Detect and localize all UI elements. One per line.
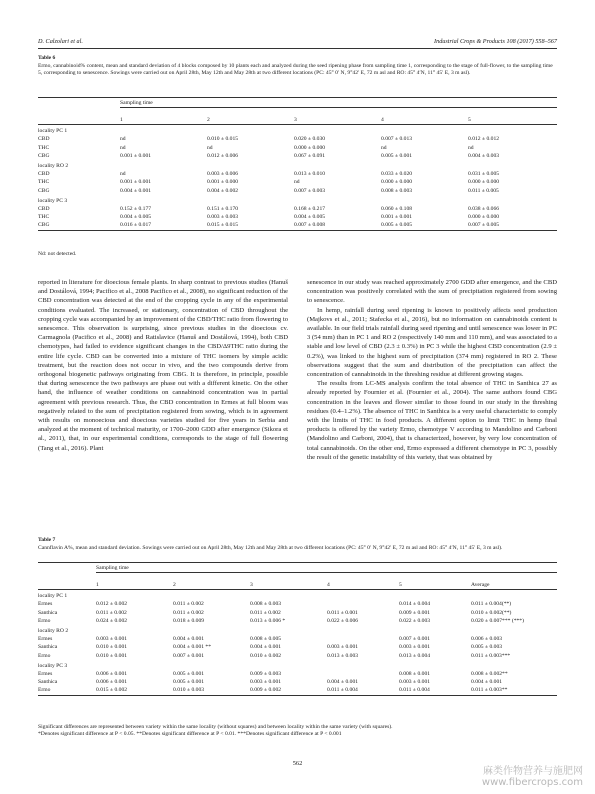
table-group-row [38,590,557,600]
table-cell: nd [381,144,387,151]
table-cell: 0.010 ± 0.001 [96,644,128,651]
table-cell: 0.024 ± 0.002 [96,617,128,624]
table7-top-rule [38,562,557,563]
table-row [38,135,557,143]
table-cell: 0.016 ± 0.017 [120,222,152,229]
table-cell: 0.007 ± 0.001 [399,636,431,643]
table-cell: 0.011 ± 0.002 [250,609,281,616]
table-group-label: locality PC 3 [38,197,68,204]
table-row-label: Ermes [38,636,53,643]
table-cell: 0.006 ± 0.003 [471,636,503,643]
table-cell: 0.003 ± 0.001 [327,644,359,651]
table-cell: nd [120,144,126,151]
table-sampling-header: Sampling time [120,100,153,106]
table-cell: 0.001 ± 0.001 [120,152,152,159]
table-group-row [38,625,557,635]
body-paragraph: The results from LC-MS analysis confirm the total absence of THC in Santhica 27 as already reported by Fournier et al. (Fournier et al., 2004). The same authors found CBG concentration in the leaves and flower similar to those found in our study in the threshing residues (0.4–1.2%). The absence of THC in Santhica is a very useful characteristic to comply with the limits of THC in food products. A different option to limit THC in hemp final products is offered by the variety Ermo, chemotype V according to Mandolino and Carboni (Mandolino and Carboni, 2004), that is characterized, however, by very low concentration of total cannabinoids. On the other end, Ermo expressed a different chemotype in PC 3, possibly the result of the genetic instability of this variety, that was obtained by [307,380,557,461]
table-row [38,144,557,152]
table-row [38,686,557,695]
table-rule [38,230,557,231]
table-cell: 0.013 ± 0.003 [327,652,359,659]
table-cell [327,600,399,608]
table7-note-2: *Denotes significant difference at P < 0.05. **Denotes significant difference at P < 0.01. ***Denotes significant difference at P < 0.001 [38,731,342,738]
table-row-label: CBD [38,136,50,143]
table-group-label: locality PC 3 [38,662,68,669]
table6 [38,99,557,231]
body-paragraph: senescence in our study was reached approximately 2700 GDD after emergence, and the CBD concentration was positively correlated with the sum of precipitation registered from sowing to senescence. [307,279,557,305]
table-column-header: 3 [250,581,253,588]
table-column-header: 1 [96,581,99,588]
table-cell: 0.031 ± 0.005 [468,171,500,178]
table-cell: 0.000 ± 0.000 [468,179,500,186]
table-cell: 0.011 ± 0.001 [327,609,358,616]
table-cell: 0.013 ± 0.006 * [250,617,286,624]
watermark-line-2: www.fibercrops.com [481,777,583,788]
table-cell: nd [120,136,126,143]
table-row [38,213,557,221]
table-group-label: locality RO 2 [38,627,69,634]
body-column-right [307,278,557,462]
table-cell: 0.022 ± 0.006 [327,617,359,624]
table-cell: 0.004 ± 0.005 [294,214,326,221]
table-row-label: CBD [38,171,50,178]
table-row [38,152,557,160]
table-group-label: locality PC 1 [38,128,68,135]
page-number: 562 [292,760,303,767]
table-row-label: CBG [38,222,50,229]
table-subrule-row [38,573,557,581]
table-cell: 0.011 ± 0.004 [327,687,358,694]
table-row-label: Ermo [38,687,51,694]
table-cell: 0.001 ± 0.000 [207,179,239,186]
table-cell: 0.011 ± 0.003*** [471,652,511,659]
table-cell: 0.005 ± 0.001 [173,670,205,677]
table-cell: 0.009 ± 0.001 [399,609,431,616]
table-column-header: 3 [294,116,297,123]
table-cell: 0.000 ± 0.000 [294,144,326,151]
table-cell: 0.005 ± 0.005 [381,222,413,229]
table-cell: 0.004 ± 0.001 ** [173,644,212,651]
table7-note-1: Significant differences are represented between variety within the same locality (without squares) and between locality within the same variety (with squares). [38,724,393,730]
table-column-header-blank [38,581,96,590]
table-cell: 0.011 ± 0.002 [173,601,204,608]
table-cell: 0.012 ± 0.012 [468,136,500,143]
table-subrule-gap [38,573,96,581]
table-corner-cell [38,99,120,108]
table6-top-rule [38,97,557,98]
table-row [38,170,557,178]
header-rule [38,48,557,49]
table-cell: 0.004 ± 0.002 [207,187,239,194]
table-cell: 0.008 ± 0.005 [250,636,282,643]
table-sampling-header-row [38,564,557,573]
running-header [38,38,557,45]
table-cell: 0.011 ± 0.002 [173,609,204,616]
table-row-label: Ermo [38,652,51,659]
table-cell: 0.008 ± 0.002** [471,670,508,677]
table7-caption-text: Cannflavin A%, mean and standard deviation. Sowings were carried out on April 28th, May 12th and May 28th at two different locations (PC: 45° 0′ N, 9°42′ E, 72 m asl and RO: 45° 4′N, 11° 45′ E, 3 m asl). [38,544,503,551]
table-sampling-header-row [38,99,557,108]
table-column-header: 4 [381,116,384,123]
table-cell: nd [207,144,213,151]
table-group-row [38,160,557,170]
body-column-left [38,278,288,453]
table-cell: 0.004 ± 0.001 [471,679,503,686]
table7 [38,564,557,696]
table-subrule-row [38,108,557,116]
header-journal: Industrial Crops & Products 108 (2017) 558–567 [434,38,557,45]
table-cell: 0.004 ± 0.003 [468,152,500,159]
table-cell: 0.003 ± 0.001 [399,679,431,686]
table-rule-row [38,695,557,696]
table-cell [327,635,399,643]
table-row-label: Santhica [38,609,58,616]
table-cell: 0.007 ± 0.008 [294,222,326,229]
table-cell: 0.011 ± 0.004 [399,687,430,694]
table-row [38,670,557,678]
table-cell: 0.011 ± 0.005 [468,187,499,194]
table-group-row [38,195,557,205]
table-subrule-gap [38,108,120,116]
table-cell: 0.004 ± 0.005 [120,214,152,221]
table-cell: 0.010 ± 0.002 [250,652,282,659]
table-cell: 0.011 ± 0.004(**) [471,601,512,608]
table-cell: 0.020 ± 0.007*** (***) [471,617,524,624]
table-row [38,205,557,213]
table-cell: 0.007 ± 0.003 [294,187,326,194]
table-cell: 0.003 ± 0.001 [250,679,282,686]
table-row-label: Ermo [38,617,51,624]
table6-caption [38,55,557,78]
table-cell: 0.152 ± 0.177 [120,205,152,212]
table-row-label: Santhica [38,679,58,686]
table-cell: 0.003 ± 0.003 [207,214,239,221]
table-cell: 0.010 ± 0.003 [173,687,205,694]
body-paragraph: In hemp, rainfall during seed ripening is known to positively affects seed production (Majkovs et al., 2011; Stafecka et al., 2016), but no information on cannabinoids content is available. In our field trials rainfall during seed ripening and until senescence was lower in PC 3 (54 mm) than in PC 1 and RO 2 (respectively 140 mm and 110 mm), and was associated to a stable and low level of CBD (2.3 ± 0.3%) in PC 3 while the highest CBD concentration (2.9 ± 0.2%), was linked to the highest sum of precipitation (374 mm) registered in RO 2. These observations suggest that the sum and distribution of the precipitation can affect the concentration of cannabinoids in the threshing residue at different growing stages. [307,306,557,379]
table-subrule [96,573,557,581]
table-row [38,617,557,625]
table-cell: 0.015 ± 0.002 [96,687,128,694]
table-rule [38,695,557,696]
table-row-label: THC [38,179,50,186]
table-row-label: Ermes [38,670,53,677]
table-cell: 0.067 ± 0.091 [294,152,326,159]
table-column-header: 2 [173,581,176,588]
table-row [38,652,557,660]
table-row [38,609,557,617]
table6-caption-text: Ermo, cannabinoid% content, mean and standard deviation of 4 blocks composed by 10 plants each and analyzed during the seed ripening phase from sampling time 1, corresponding to the stage of full-flower, to the sampling time 5, corresponding to senescence. Sowings were carried out on April 28th, May 12th and May 28th at two different locations (PC: 45° 0′ N, 9°42′ E, 72 m asl and RO: 45° 4′N, 11° 45′ E, 3 m asl). [38,62,553,77]
table-cell: 0.005 ± 0.003 [471,644,503,651]
table-cell: 0.004 ± 0.001 [250,644,282,651]
table-cell: 0.004 ± 0.001 [120,187,152,194]
table-cell: 0.006 ± 0.001 [96,679,128,686]
table-rule-row [38,230,557,231]
table-row-label: CBG [38,152,50,159]
table-cell: 0.022 ± 0.003 [399,617,431,624]
table-cell: 0.013 ± 0.004 [399,652,431,659]
table-cell: 0.033 ± 0.020 [381,171,413,178]
table-group-label: locality PC 1 [38,593,68,600]
table6-note: Nd: not detected. [38,251,77,257]
table-cell: 0.004 ± 0.001 [173,636,205,643]
table-column-header: 5 [468,116,471,123]
table-column-header-blank [38,116,120,125]
table-cell: 0.010 ± 0.002(**) [471,609,512,616]
table-cell: 0.001 ± 0.001 [381,214,413,221]
table-cell: 0.010 ± 0.001 [96,652,128,659]
table-row [38,178,557,186]
table-column-header: 2 [207,116,210,123]
table-cell: nd [468,144,474,151]
table-cell: 0.013 ± 0.010 [294,171,326,178]
header-authors: D. Calzolari et al. [38,38,83,45]
body-paragraph: reported in literature for dioecious female plants. In sharp contrast to previous studies (Hanuš and Dostálová, 1994; Pacifico et al., 2008 Pacifico et al., 2008), no significant reduction of the CBD concentration was detected at the end of the cropping cycle in any of the experimental conditions evaluated. The increased, or stationary, concentration of CBD throughout the cropping cycle was accompanied by an improvement of the CBD/THC ratio from flowering to senescence. This observation is surprising, since previous studies in the dioecious cv. Carmagnola (Pacifico et al., 2008) and Ratislavice (Hanuš and Dostálová, 1994), both CBD chemotypes, had failed to evidence significant changes in the CBD/Δ9THC ratio during the entire life cycle. CBD can be converted into a mixture of THC isomers by simple acidic treatment, but the reaction does not occur in vivo, and the two compounds derive from orthogonal biogenetic pathways originating from CBG. It is therefore, in principle, possible that during senescence the two pathways are phase out with a different kinetic. On the other hand, the influence of weather conditions on cannabinoid concentration was in partial agreement with previous research. Thus, the CBD concentration in Ermes at full bloom was negatively related to the sum of precipitation registered from sowing, which is in agreement with results on monoecious and dioecious varieties studied for five years in Serbia and analyzed at the moment of technical maturity, or 1700–2000 GDD after emergence (Sikora et al., 2011), that, in our experimental conditions, corresponds to the stage of full flowering (Tang et al., 2016). Plant [38,279,288,452]
table6-label: Table 6 [38,55,56,61]
table-row-label: Ermes [38,601,53,608]
table-cell: 0.003 ± 0.006 [207,171,239,178]
table-row [38,635,557,643]
table7-caption [38,537,557,552]
table-cell: 0.012 ± 0.002 [96,601,128,608]
table-column-header: 5 [399,581,402,588]
table-cell: 0.000 ± 0.000 [381,179,413,186]
table-group-row [38,125,557,135]
table-column-header: 1 [120,116,123,123]
table-row [38,600,557,608]
table-row-label: Santhica [38,644,58,651]
table-cell: 0.020 ± 0.030 [294,136,326,143]
table-column-header: Average [471,581,490,588]
table-column-header: 4 [327,581,330,588]
table-row-label: CBG [38,187,50,194]
table-column-header-row [38,581,557,590]
table-cell [327,670,399,678]
table-cell: 0.009 ± 0.003 [250,670,282,677]
table-cell: 0.014 ± 0.004 [399,601,431,608]
table-cell: 0.008 ± 0.001 [399,670,431,677]
table-row-label: THC [38,144,50,151]
table-column-header-row [38,116,557,125]
table-row-label: THC [38,214,50,221]
table-cell: 0.003 ± 0.001 [399,644,431,651]
table-cell: 0.007 ± 0.001 [173,652,205,659]
table-group-row [38,660,557,670]
table-cell: 0.007 ± 0.005 [468,222,500,229]
table-corner-cell [38,564,96,573]
table-row [38,187,557,195]
table-cell: 0.009 ± 0.002 [250,687,282,694]
table-cell: 0.018 ± 0.009 [173,617,205,624]
watermark [482,766,583,788]
table-cell: 0.015 ± 0.015 [207,222,239,229]
table-cell: nd [294,179,300,186]
table-cell: 0.011 ± 0.002 [96,609,127,616]
table-cell: 0.007 ± 0.013 [381,136,413,143]
table-cell: 0.004 ± 0.001 [327,679,359,686]
table-cell: 0.011 ± 0.003** [471,687,508,694]
table-cell: 0.151 ± 0.170 [207,205,239,212]
table-cell: 0.005 ± 0.001 [381,152,413,159]
watermark-line-1: 麻类作物营养与施肥网 [483,766,583,777]
table-row [38,643,557,651]
table-cell: 0.008 ± 0.003 [250,601,282,608]
table7-label: Table 7 [38,537,56,543]
table-cell: 0.168 ± 0.217 [294,205,326,212]
table-cell: 0.001 ± 0.001 [120,179,152,186]
table-cell: 0.012 ± 0.006 [207,152,239,159]
table-cell: 0.010 ± 0.015 [207,136,239,143]
table-cell: 0.038 ± 0.066 [468,205,500,212]
table-cell: 0.008 ± 0.003 [381,187,413,194]
table-cell: 0.000 ± 0.000 [468,214,500,221]
table7-notes [38,724,393,739]
table-cell: 0.060 ± 0.108 [381,205,413,212]
table-row [38,678,557,686]
table-cell: 0.006 ± 0.001 [96,670,128,677]
table-cell: 0.003 ± 0.001 [96,636,128,643]
table-cell: 0.005 ± 0.001 [173,679,205,686]
table-subrule [120,108,557,116]
table-sampling-header: Sampling time [96,565,129,571]
table-row [38,221,557,230]
table-group-label: locality RO 2 [38,162,69,169]
table-row-label: CBD [38,205,50,212]
table-cell: nd [120,171,126,178]
